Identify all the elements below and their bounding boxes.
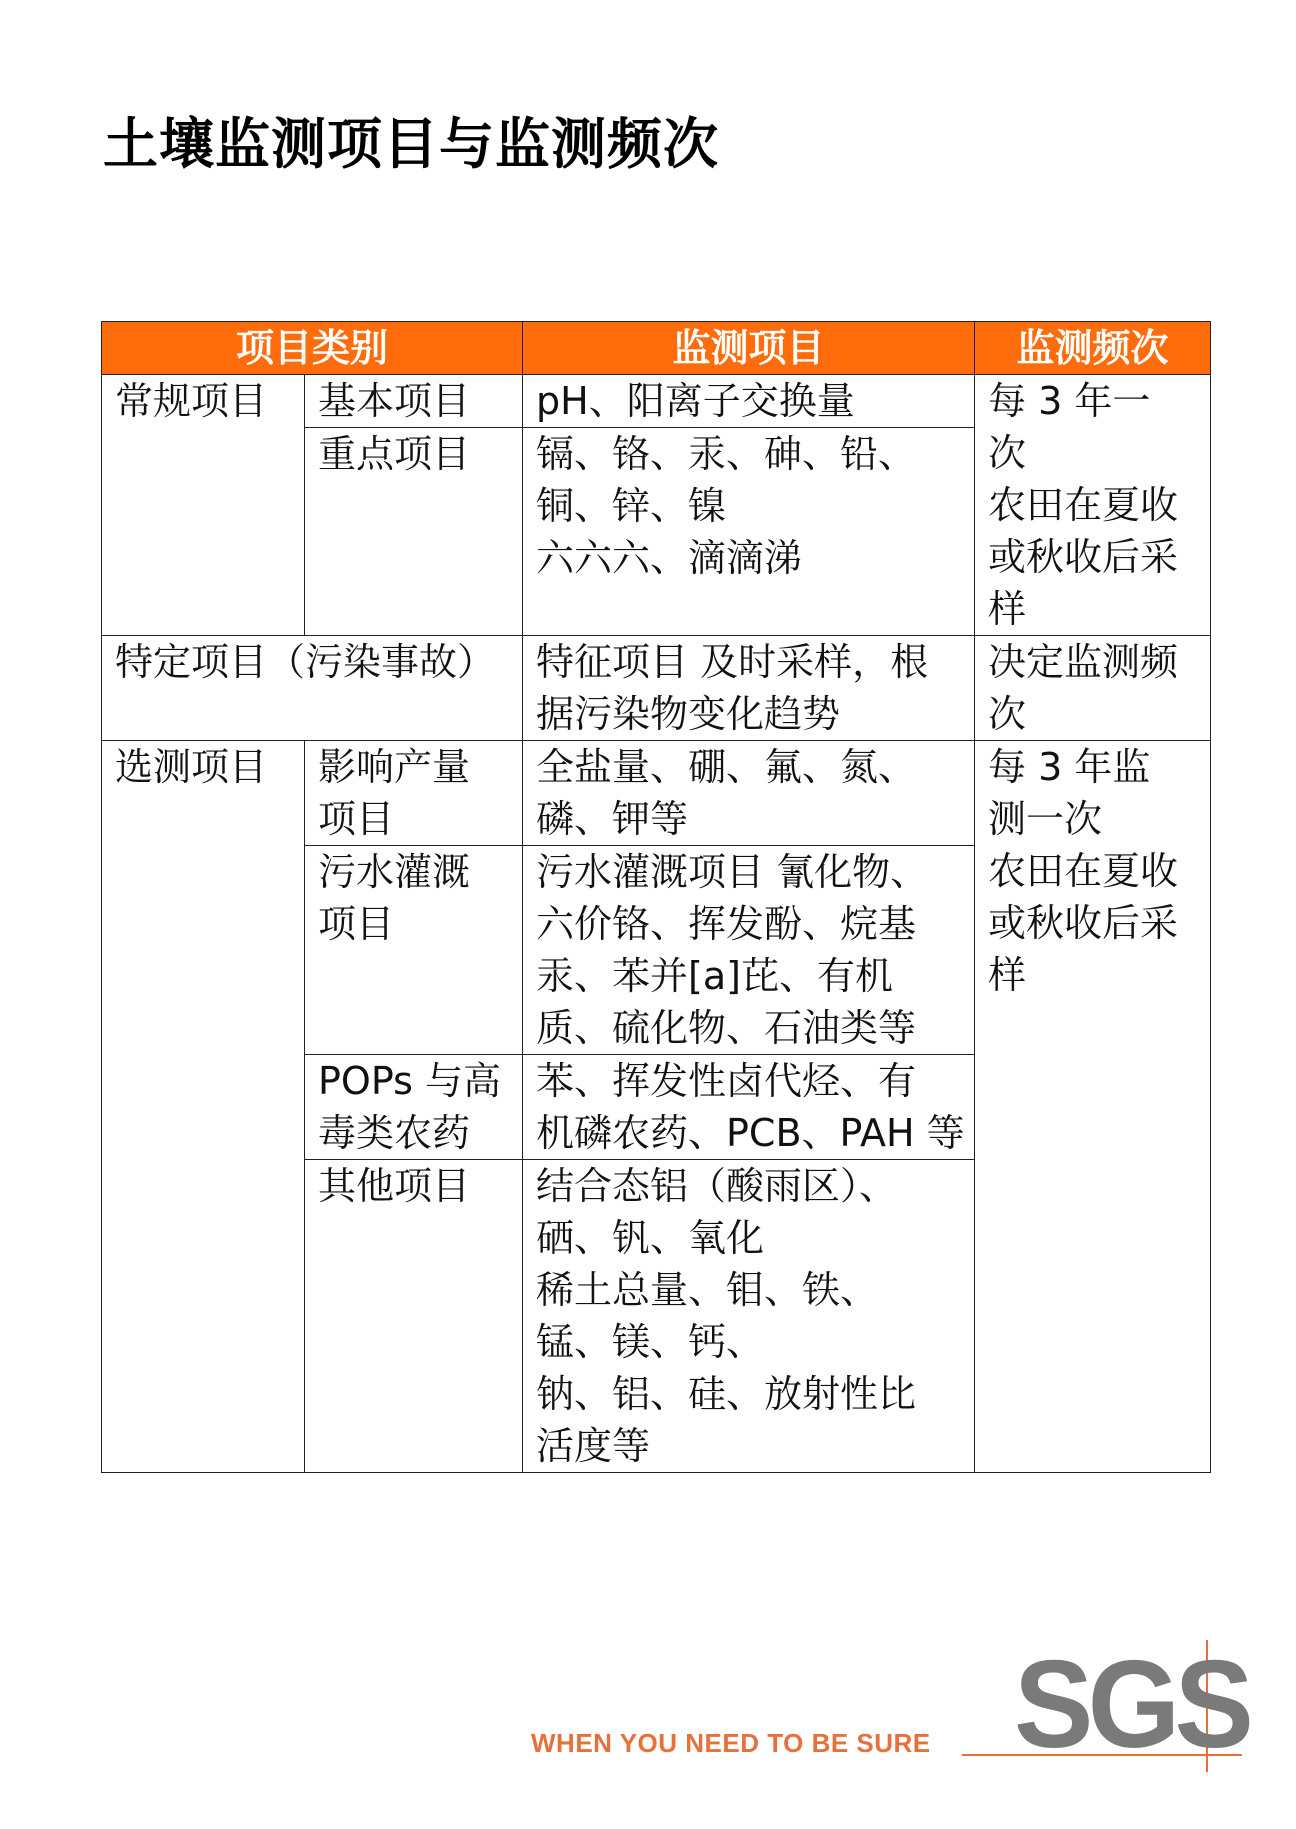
items-other: 结合态铝（酸雨区）、 硒、钒、氧化 稀土总量、钼、铁、 锰、镁、钙、 钠、铝、硅、放射性比 活度等 bbox=[523, 1160, 975, 1473]
items-sewage: 污水灌溉项目 氰化物、 六价铬、挥发酚、烷基 汞、苯并[a]芘、有机 质、硫化物、石油类等 bbox=[523, 846, 975, 1055]
items-specific: 特征项目 及时采样，根 据污染物变化趋势 bbox=[523, 636, 975, 741]
table-row bbox=[102, 636, 1211, 741]
frequency-routine: 每 3 年一 次 农田在夏收 或秋收后采 样 bbox=[975, 375, 1211, 636]
table-header-row bbox=[102, 322, 1211, 375]
group-specific: 特定项目（污染事故） bbox=[102, 636, 523, 741]
monitoring-table bbox=[101, 321, 1211, 1473]
items-key: 镉、铬、汞、砷、铅、 铜、锌、镍 六六六、滴滴涕 bbox=[523, 428, 975, 636]
group-optional: 选测项目 bbox=[102, 741, 305, 1473]
footer-slogan: WHEN YOU NEED TO BE SURE bbox=[531, 1728, 931, 1758]
header-items: 监测项目 bbox=[523, 322, 975, 375]
subgroup-yield: 影响产量 项目 bbox=[305, 741, 523, 846]
items-basic: pH、阳离子交换量 bbox=[523, 375, 975, 428]
header-category: 项目类别 bbox=[102, 322, 523, 375]
table-row bbox=[102, 741, 1211, 846]
subgroup-other: 其他项目 bbox=[305, 1160, 523, 1473]
group-routine: 常规项目 bbox=[102, 375, 305, 636]
table-row bbox=[102, 375, 1211, 428]
frequency-specific: 决定监测频 次 bbox=[975, 636, 1211, 741]
items-pops: 苯、挥发性卤代烃、有 机磷农药、PCB、PAH 等 bbox=[523, 1055, 975, 1160]
items-yield: 全盐量、硼、氟、氮、 磷、钾等 bbox=[523, 741, 975, 846]
header-frequency: 监测频次 bbox=[975, 322, 1211, 375]
subgroup-basic: 基本项目 bbox=[305, 375, 523, 428]
sgs-logo: SGS bbox=[1014, 1636, 1249, 1774]
frequency-optional: 每 3 年监 测一次 农田在夏收 或秋收后采 样 bbox=[975, 741, 1211, 1473]
subgroup-key: 重点项目 bbox=[305, 428, 523, 636]
subgroup-sewage: 污水灌溉 项目 bbox=[305, 846, 523, 1055]
subgroup-pops: POPs 与高 毒类农药 bbox=[305, 1055, 523, 1160]
page-title: 土壤监测项目与监测频次 bbox=[103, 112, 720, 176]
